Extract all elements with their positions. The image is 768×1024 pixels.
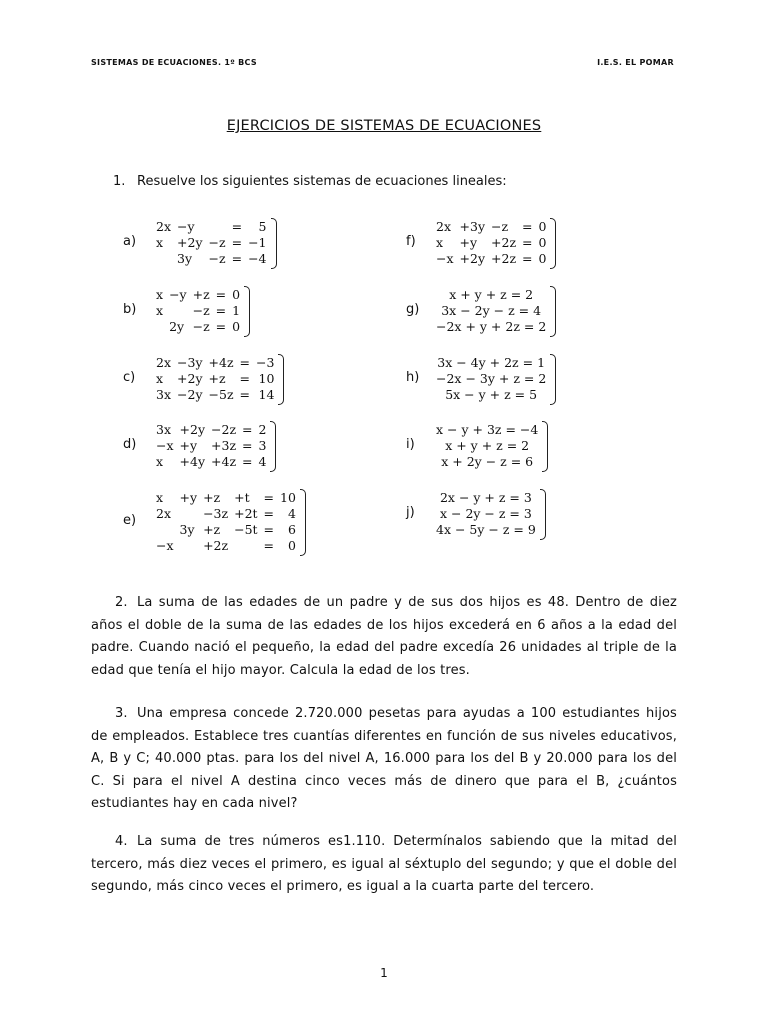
equation-term: −y: [177, 219, 195, 234]
exercise-1-number: 1.: [113, 174, 126, 189]
equation-row: [433, 438, 541, 454]
right-brace: [550, 286, 556, 337]
equation-term: [153, 319, 166, 335]
exercise-3: [91, 703, 677, 816]
equation-term: =: [239, 387, 251, 402]
equation-term: =: [215, 319, 227, 334]
equation-term: 0: [287, 538, 296, 553]
equation-term: 0: [538, 235, 547, 250]
equation-term: x: [156, 371, 164, 386]
system-label: c): [123, 370, 136, 385]
exercise-2-number: 2.: [115, 595, 128, 610]
equation-term: +t: [234, 490, 250, 505]
equation-term: =: [231, 235, 243, 250]
equation-term: x + y + z = 2: [445, 438, 530, 453]
equation-term: [177, 506, 201, 522]
equation-term: 3x − 2y − z = 4: [441, 303, 542, 318]
equation-term: =: [263, 538, 275, 553]
equation-term: x: [156, 490, 164, 505]
equations: [433, 422, 541, 470]
system-label: e): [123, 513, 137, 528]
exercise-1-text: Resuelve los siguientes sistemas de ecuaciones lineales:: [137, 174, 507, 189]
equation-term: =: [242, 454, 253, 469]
equation-term: 2x − y + z = 3: [439, 490, 532, 505]
equation-term: −z: [208, 235, 226, 250]
equation-term: −3y: [177, 355, 203, 370]
header-left: SISTEMAS DE ECUACIONES. 1º BCS: [91, 58, 257, 67]
equation-term: =: [231, 219, 243, 234]
exercise-2: [91, 592, 677, 682]
equation-row: [153, 235, 270, 251]
equation-term: =: [522, 219, 533, 234]
equation-term: −x: [156, 438, 174, 453]
equation-term: +3y: [459, 219, 486, 234]
equations: [433, 490, 539, 538]
equation-term: 4: [258, 454, 267, 469]
equation-term: −4: [248, 251, 267, 266]
equation-row: [433, 251, 549, 267]
equation-term: +2y: [177, 235, 203, 250]
equation-row: [153, 522, 299, 538]
equation-term: 0: [232, 319, 241, 334]
equation-term: x + 2y − z = 6: [441, 454, 534, 469]
equation-term: +z: [208, 371, 226, 386]
equation-term: +3z: [211, 438, 237, 453]
equation-term: 3y: [177, 251, 193, 266]
equation-term: x: [156, 287, 164, 302]
equation-row: [433, 490, 539, 506]
equation-term: 3x: [156, 422, 172, 437]
exercise-4: [91, 831, 677, 899]
equation-term: +y: [459, 235, 478, 250]
equation-term: [166, 303, 190, 319]
right-brace: [270, 421, 276, 472]
equation-term: +z: [192, 287, 210, 302]
equation-term: x: [156, 454, 164, 469]
equation-term: +2z: [491, 251, 517, 266]
equation-term: 3x − 4y + 2z = 1: [437, 355, 546, 370]
equation-term: =: [239, 371, 251, 386]
equation-term: 0: [538, 251, 547, 266]
equations: [433, 287, 549, 335]
equation-term: =: [215, 287, 227, 302]
equation-term: =: [239, 355, 251, 370]
equation-row: [153, 438, 269, 454]
right-brace: [278, 354, 284, 405]
equation-term: +y: [179, 438, 198, 453]
equation-term: +2y: [179, 422, 206, 437]
equation-row: [433, 287, 549, 303]
equations: [153, 422, 269, 470]
equations: [153, 287, 243, 335]
equation-term: +2y: [459, 251, 486, 266]
system-label: f): [406, 234, 416, 249]
equation-term: +2t: [234, 506, 258, 521]
equation-term: =: [522, 251, 533, 266]
page-number: 1: [380, 966, 388, 980]
equation-term: 2x: [436, 219, 452, 234]
equation-term: −3: [256, 355, 275, 370]
equation-term: +2z: [491, 235, 517, 250]
equation-term: x − 2y − z = 3: [439, 506, 532, 521]
exercise-4-text: La suma de tres números es1.110. Determínalos sabiendo que la mitad del tercero, más diez veces el primero, es igual al séxtuplo del segundo; y que el doble del segundo, más cinco veces el primero, es igual a la cuarta parte del tercero.: [91, 834, 677, 894]
system-label: j): [406, 505, 415, 520]
right-brace: [550, 354, 556, 405]
equation-term: =: [242, 438, 253, 453]
system-label: a): [123, 234, 137, 249]
equation-row: [433, 522, 539, 538]
equation-term: [153, 251, 174, 267]
equation-row: [433, 355, 549, 371]
equation-term: +4z: [211, 454, 237, 469]
equation-term: 0: [538, 219, 547, 234]
equation-row: [433, 319, 549, 335]
equation-term: −2x + y + 2z = 2: [436, 319, 547, 334]
equation-term: −y: [169, 287, 187, 302]
equation-term: 5: [258, 219, 267, 234]
equation-row: [153, 506, 299, 522]
equation-term: −2z: [211, 422, 237, 437]
equation-term: +z: [203, 490, 221, 505]
equations: [433, 219, 549, 267]
equation-term: =: [263, 506, 275, 521]
equation-term: =: [522, 235, 533, 250]
equation-term: −z: [491, 219, 509, 234]
equation-term: 2x: [156, 219, 172, 234]
equation-term: 6: [287, 522, 296, 537]
equation-row: [433, 371, 549, 387]
equation-row: [153, 371, 277, 387]
right-brace: [550, 218, 556, 269]
equation-term: =: [263, 490, 275, 505]
equation-term: x: [156, 303, 164, 318]
equation-term: 14: [258, 387, 275, 402]
equations: [433, 355, 549, 403]
equation-row: [433, 506, 539, 522]
equations: [153, 490, 299, 554]
equation-term: +4z: [208, 355, 234, 370]
equation-term: x: [156, 235, 164, 250]
equation-term: −z: [192, 319, 210, 334]
equation-row: [433, 219, 549, 235]
page-title: EJERCICIOS DE SISTEMAS DE ECUACIONES: [226, 118, 542, 134]
equation-term: [177, 538, 201, 554]
equation-term: 3y: [179, 522, 195, 537]
equation-row: [153, 303, 243, 319]
equation-term: 3x: [156, 387, 172, 402]
equation-term: −z: [208, 251, 226, 266]
system-label: h): [406, 370, 420, 385]
equation-term: =: [242, 422, 253, 437]
exercise-3-number: 3.: [115, 706, 128, 721]
equation-row: [153, 490, 299, 506]
equation-term: 2: [258, 422, 267, 437]
equation-term: +z: [203, 522, 221, 537]
equation-term: +2z: [203, 538, 229, 553]
system-label: i): [406, 437, 415, 452]
equation-row: [433, 235, 549, 251]
equation-term: 1: [232, 303, 241, 318]
equation-row: [153, 251, 270, 267]
equation-term: −5z: [208, 387, 234, 402]
equation-row: [153, 287, 243, 303]
equation-row: [433, 422, 541, 438]
equation-term: −2x − 3y + z = 2: [436, 371, 547, 386]
right-brace: [300, 489, 306, 556]
equation-term: 5x − y + z = 5: [445, 387, 538, 402]
equation-row: [433, 387, 549, 403]
equation-row: [153, 422, 269, 438]
system-label: d): [123, 437, 137, 452]
right-brace: [540, 489, 546, 540]
equation-term: −x: [156, 538, 174, 553]
equation-term: 2x: [156, 506, 172, 521]
equation-term: x + y + z = 2: [449, 287, 534, 302]
equation-term: =: [263, 522, 275, 537]
equation-term: 10: [280, 490, 296, 505]
equation-term: [231, 538, 260, 554]
header-right: I.E.S. EL POMAR: [597, 58, 674, 67]
right-brace: [244, 286, 250, 337]
equation-term: 2y: [169, 319, 185, 334]
equation-row: [153, 454, 269, 470]
equation-row: [153, 538, 299, 554]
equations: [153, 355, 277, 403]
equation-row: [153, 319, 243, 335]
equation-term: x: [436, 235, 444, 250]
exercise-3-text: Una empresa concede 2.720.000 pesetas para ayudas a 100 estudiantes hijos de empleados. Establece tres cuantías diferentes en función de sus niveles educativos, A, B y C; 40.000 ptas. para los del nivel A, 16.000 para los del B y 20.000 para los del C. Si para el nivel A destina cinco veces más de dinero que para el B, ¿cuántos estudiantes hay en cada nivel?: [91, 706, 677, 811]
equation-row: [153, 219, 270, 235]
equation-term: 3: [258, 438, 267, 453]
system-label: b): [123, 302, 137, 317]
equation-term: −z: [192, 303, 210, 318]
right-brace: [542, 421, 548, 472]
right-brace: [271, 218, 277, 269]
system-label: g): [406, 302, 420, 317]
equation-term: =: [215, 303, 227, 318]
equation-term: +2y: [177, 371, 203, 386]
equation-term: −x: [436, 251, 454, 266]
equation-term: 4: [287, 506, 296, 521]
equation-term: +y: [179, 490, 198, 505]
equation-row: [153, 387, 277, 403]
equation-term: 0: [232, 287, 241, 302]
equation-term: 2x: [156, 355, 172, 370]
equation-term: +4y: [179, 454, 206, 469]
equation-term: x − y + 3z = −4: [436, 422, 539, 437]
equation-row: [433, 303, 549, 319]
equation-term: 4x − 5y − z = 9: [436, 522, 536, 537]
equation-row: [153, 355, 277, 371]
exercise-2-text: La suma de las edades de un padre y de sus dos hijos es 48. Dentro de diez años el doble de la suma de las edades de los hijos excederá en 6 años a la edad del padre. Cuando nació el pequeño, la edad del padre excedía 26 unidades al triple de la edad que tenía el hijo mayor. Calcula la edad de los tres.: [91, 595, 677, 678]
equation-term: −3z: [203, 506, 229, 521]
equation-term: 10: [258, 371, 275, 386]
equation-term: =: [231, 251, 243, 266]
equation-term: −1: [248, 235, 267, 250]
equation-term: [206, 219, 229, 235]
equation-term: −5t: [234, 522, 258, 537]
exercise-1-statement: [113, 174, 507, 189]
equation-term: [153, 522, 177, 538]
equations: [153, 219, 270, 267]
equation-term: −2y: [177, 387, 203, 402]
exercise-4-number: 4.: [115, 834, 128, 849]
equation-row: [433, 454, 541, 470]
